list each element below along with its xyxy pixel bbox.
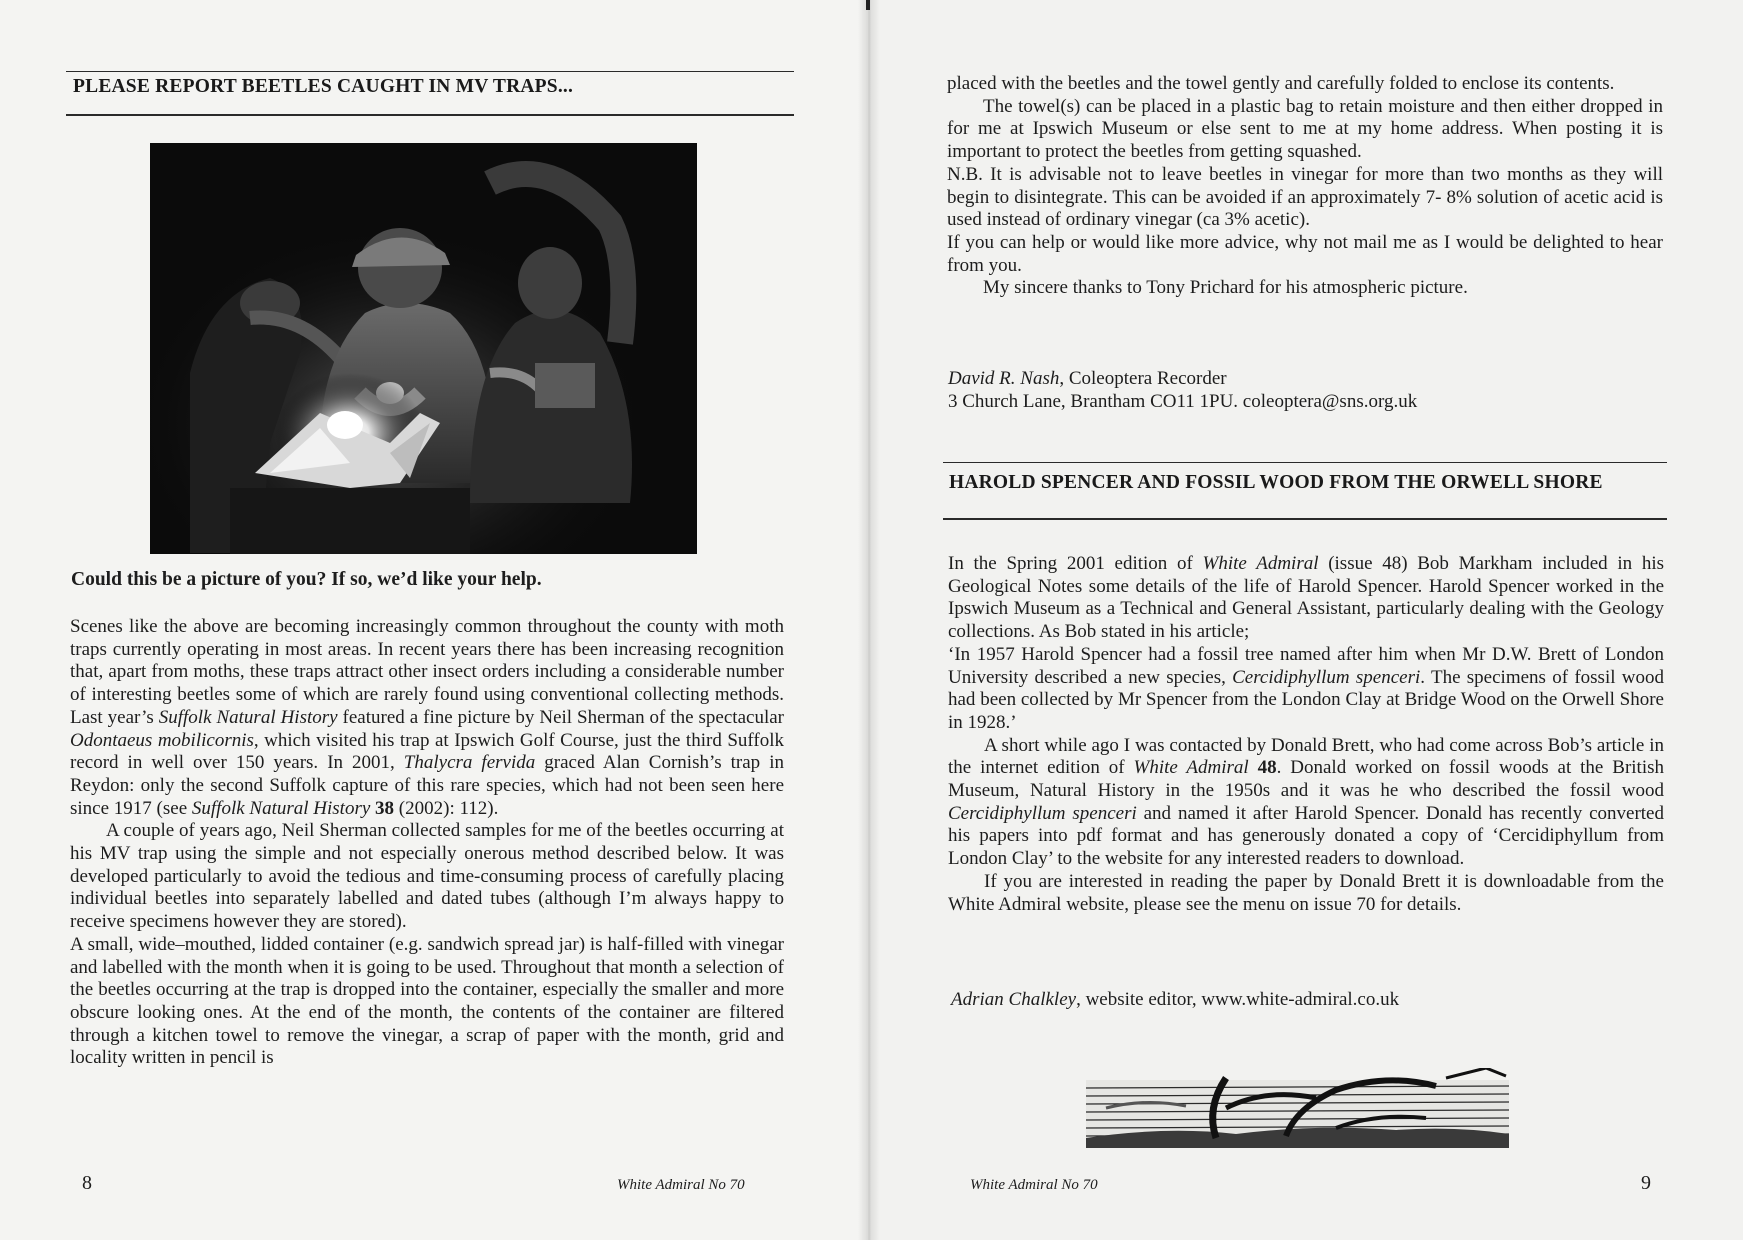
text-run: If you are interested in reading the paper by Donald Brett it is downloadable from the White Admiral website, please see the menu on issue 70 for details. [948, 870, 1664, 915]
text-run: N.B. It is advisable not to leave beetles in vinegar for more than two months as they will begin to disintegrate. This can be avoided if an approximately 7- 8% solution of acetic acid is used instead of ordinary vinegar (ca 3% acetic). [947, 163, 1663, 231]
text-run: White Admiral [1202, 553, 1319, 574]
text-run: and named it after Harold Spencer. Donald has recently converted his papers into pdf format and has generously donated a copy of ‘Cercidiphyllum from London Clay’ to the website for any interested readers to download. [948, 802, 1664, 870]
text-run: (2002): 112). [394, 797, 499, 819]
text-run: featured a fine picture by Neil Sherman of the spectacular [337, 706, 784, 728]
signature-nash [948, 367, 1417, 413]
text-run: White Admiral [1133, 757, 1249, 779]
right-body-paragraph [947, 164, 1663, 232]
text-run: placed with the beetles and the towel gently and carefully folded to enclose its contents. [947, 73, 1615, 94]
left-page-number: 8 [82, 1172, 92, 1194]
signature-nash-role: , Coleoptera Recorder [1059, 368, 1227, 389]
left-heading-top-rule [66, 71, 794, 72]
text-run: Cercidiphyllum spenceri [948, 802, 1137, 824]
mv-trap-photo-image [150, 143, 697, 554]
right-body-paragraph [947, 96, 1663, 164]
text-run: Scenes like the above are becoming increasingly common throughout the county with moth traps currently operating in most areas. In recent years there has been increasing recognition that, apart from moths, these traps attract other insect orders including a considerable number of interesting beetles some of which are rarely found using conventional collecting methods. Last year’s [70, 616, 784, 728]
text-run: Odontaeus mobilicornis [70, 729, 254, 751]
text-run: 38 [375, 797, 395, 819]
text-run: ‘In 1957 Harold Spencer had a fossil tree named after him when Mr D.W. Brett of London University described a new species, [948, 643, 1664, 688]
text-run: Thalycra fervida [403, 752, 536, 774]
text-run: The towel(s) can be placed in a plastic bag to retain moisture and then either dropped in for me at Ipswich Museum or else sent to me at my home address. When posting it is important to protect the beetles from getting squashed. [947, 95, 1663, 163]
left-body-paragraph [70, 616, 784, 820]
fossil-article-paragraph [948, 553, 1664, 644]
right-body-paragraph [947, 232, 1663, 277]
text-run: A small, wide–mouthed, lidded container (e.g. sandwich spread jar) is half-filled with vinegar and labelled with the month when it is going to be used. Throughout that month a selection of the beetles occurring at the trap is dropped into the container, especially the smaller and more obscure looking ones. At the end of the month, the contents of the container are filtered through a kitchen towel to remove the vinegar, a scrap of paper with the month, grid and locality written in pencil is [70, 933, 784, 1069]
text-run: (issue 48) Bob Markham included in his Geological Notes some details of the life of Harold Spencer. Harold Spencer worked in the Ipswich Museum as a Technical and General Assistant, particularly dealing with the Geology collections. As Bob stated in his article; [948, 553, 1664, 643]
right-article-body [948, 553, 1664, 916]
gutter-mark [866, 0, 870, 10]
right-body-paragraph [947, 73, 1663, 96]
mv-trap-photo [150, 143, 697, 554]
photo-caption: Could this be a picture of you? If so, we’d like your help. [71, 569, 542, 590]
right-body-paragraph [947, 277, 1663, 300]
text-run: . Donald worked on fossil woods at the British Museum, Natural History in the 1950s and it was he who described the fossil wood [948, 757, 1665, 802]
signature-chalkley [951, 988, 1399, 1011]
left-footer-magazine: White Admiral No 70 [617, 1177, 745, 1193]
text-run: Suffolk Natural History [191, 797, 371, 819]
signature-nash-name: David R. Nash [948, 368, 1060, 389]
text-run: In the Spring 2001 edition of [948, 553, 1203, 574]
right-page-number: 9 [1641, 1172, 1651, 1194]
right-footer-magazine: White Admiral No 70 [970, 1177, 1098, 1193]
text-run: Cercidiphyllum spenceri [1232, 666, 1421, 688]
signature-nash-address: 3 Church Lane, Brantham CO11 1PU. coleoptera@sns.org.uk [948, 391, 1418, 412]
text-run: . The specimens of fossil wood had been collected by Mr Spencer from the London Clay at Bridge Wood on the Orwell Shore in 1928.’ [948, 666, 1664, 733]
text-run: A short while ago I was contacted by Donald Brett, who had come across Bob’s article in the internet edition of [948, 734, 1664, 779]
text-run: My sincere thanks to Tony Prichard for his atmospheric picture. [983, 277, 1468, 299]
right-article-heading: HAROLD SPENCER AND FOSSIL WOOD FROM THE ORWELL SHORE [949, 472, 1603, 493]
signature-chalkley-name: Adrian Chalkley [951, 989, 1077, 1010]
left-body-paragraph [70, 934, 784, 1070]
text-run: 48 [1257, 757, 1277, 779]
page-gutter [858, 0, 880, 1240]
right-heading-bottom-rule [943, 518, 1667, 520]
left-body-paragraph [70, 820, 784, 934]
woodcut-illustration [1086, 1068, 1509, 1148]
text-run: A couple of years ago, Neil Sherman collected samples for me of the beetles occurring at his MV trap using the simple and not especially onerous method described below. It was developed particularly to avoid the tedious and time-consuming process of carefully placing individual beetles into separately labelled and dated tubes (although I’m always happy to receive specimens however they are stored). [70, 820, 784, 933]
text-run [1249, 757, 1258, 778]
text-run: If you can help or would like more advice, why not mail me as I would be delighted to hear from you. [947, 231, 1663, 276]
left-article-heading: PLEASE REPORT BEETLES CAUGHT IN MV TRAPS... [73, 76, 574, 97]
text-run: Suffolk Natural History [158, 706, 338, 728]
right-heading-top-rule [943, 462, 1667, 463]
left-heading-bottom-rule [66, 114, 794, 116]
fossil-article-paragraph [948, 735, 1664, 871]
fossil-article-paragraph [948, 644, 1664, 735]
text-run: , which visited his trap at Ipswich Golf Course, just the third Suffolk record in well over 150 years. In 2001, [70, 729, 784, 774]
text-run: graced Alan Cornish’s trap in Reydon: only the second Suffolk capture of this rare species, which had not been seen here since 1917 (see [70, 752, 784, 819]
signature-chalkley-role: , website editor, www.white-admiral.co.uk [1076, 989, 1400, 1010]
fossil-article-paragraph [948, 871, 1664, 916]
right-body-text [947, 73, 1663, 300]
left-body-text [70, 616, 784, 1070]
